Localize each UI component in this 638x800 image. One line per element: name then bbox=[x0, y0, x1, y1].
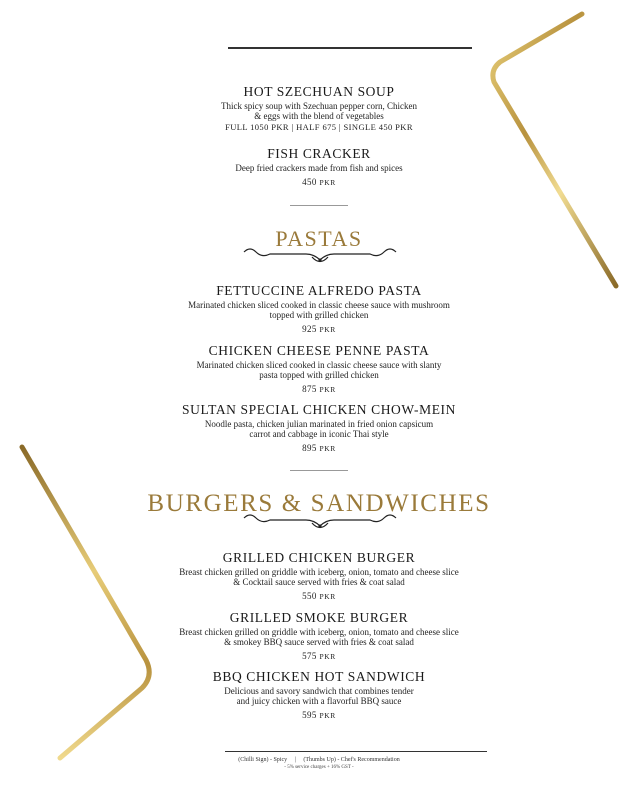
item-price bbox=[0, 651, 638, 662]
menu-item-hot-szechuan-soup bbox=[0, 84, 638, 133]
item-description-line: Marinated chicken sliced cooked in classic cheese sauce with mushroom bbox=[188, 300, 450, 310]
item-name: HOT SZECHUAN SOUP bbox=[243, 84, 395, 99]
menu-item-grilled-chicken-burger bbox=[0, 550, 638, 602]
footer bbox=[0, 757, 638, 770]
item-description bbox=[0, 163, 638, 173]
item-name: CHICKEN CHEESE PENNE PASTA bbox=[208, 343, 430, 358]
item-description-line: Breast chicken grilled on griddle with iceberg, onion, tomato and cheese slice bbox=[179, 567, 459, 577]
item-price: FULL 1050 PKR | HALF 675 | SINGLE 450 PKR bbox=[225, 122, 413, 132]
item-price bbox=[0, 443, 638, 454]
item-description-line: Marinated chicken sliced cooked in classic cheese sauce with slanty bbox=[196, 360, 442, 370]
item-description bbox=[0, 360, 638, 380]
item-description-line: Breast chicken grilled on griddle with iceberg, onion, tomato and cheese slice bbox=[179, 627, 459, 637]
price-value: 875 bbox=[302, 384, 317, 394]
menu-item-sultan-chow-mein bbox=[0, 402, 638, 454]
menu-item-grilled-smoke-burger bbox=[0, 610, 638, 662]
item-description-line: topped with grilled chicken bbox=[269, 310, 369, 320]
item-name: GRILLED CHICKEN BURGER bbox=[222, 550, 416, 565]
price-unit: PKR bbox=[319, 444, 336, 453]
item-description-line: Delicious and savory sandwich that combines tender bbox=[224, 686, 414, 696]
item-description-line: & smokey BBQ sauce served with fries & coat salad bbox=[224, 637, 414, 647]
item-description-line: Thick spicy soup with Szechuan pepper corn, Chicken bbox=[221, 101, 417, 111]
top-rule bbox=[228, 47, 472, 49]
menu-item-bbq-chicken-sandwich bbox=[0, 669, 638, 721]
item-name: FISH CRACKER bbox=[267, 146, 371, 161]
footer-legend: (Chilli Sign) - Spicy | (Thumbs Up) - Chef's Recommendation bbox=[238, 757, 400, 763]
item-description-line: & Cocktail sauce served with fries & coat salad bbox=[233, 577, 405, 587]
item-name: GRILLED SMOKE BURGER bbox=[229, 610, 409, 625]
item-name: SULTAN SPECIAL CHICKEN CHOW-MEIN bbox=[182, 402, 456, 417]
price-unit: PKR bbox=[319, 325, 336, 334]
price-unit: PKR bbox=[319, 385, 336, 394]
price-unit: PKR bbox=[319, 178, 336, 187]
price-value: 595 bbox=[302, 710, 317, 720]
footer-rule bbox=[225, 751, 487, 752]
section-title-burgers: BURGERS & SANDWICHES bbox=[147, 490, 491, 517]
item-description-line: and juicy chicken with a flavorful BBQ sauce bbox=[236, 696, 402, 706]
item-price bbox=[0, 177, 638, 188]
menu-item-fettuccine-alfredo bbox=[0, 283, 638, 335]
price-value: 450 bbox=[302, 177, 317, 187]
price-value: 575 bbox=[302, 651, 317, 661]
item-price bbox=[0, 591, 638, 602]
item-description-line: & eggs with the blend of vegetables bbox=[254, 111, 384, 121]
price-unit: PKR bbox=[319, 711, 336, 720]
menu-item-fish-cracker bbox=[0, 146, 638, 188]
item-description bbox=[0, 300, 638, 320]
price-unit: PKR bbox=[319, 652, 336, 661]
item-description-line: pasta topped with grilled chicken bbox=[259, 370, 379, 380]
item-description bbox=[0, 101, 638, 121]
section-divider bbox=[290, 205, 348, 206]
footer-note: - 5% service charges + 16% GST - bbox=[284, 765, 354, 770]
section-divider bbox=[290, 470, 348, 471]
price-value: 925 bbox=[302, 324, 317, 334]
menu-item-chicken-cheese-penne bbox=[0, 343, 638, 395]
ornament-flourish bbox=[240, 246, 400, 266]
item-description bbox=[0, 567, 638, 587]
item-name: FETTUCCINE ALFREDO PASTA bbox=[216, 283, 422, 298]
item-price bbox=[0, 324, 638, 335]
item-description bbox=[0, 627, 638, 647]
price-unit: PKR bbox=[319, 592, 336, 601]
ornament-flourish bbox=[240, 512, 400, 532]
item-description-line: Noodle pasta, chicken julian marinated in fried onion capsicum bbox=[204, 419, 434, 429]
item-name: BBQ CHICKEN HOT SANDWICH bbox=[212, 669, 426, 684]
item-description bbox=[0, 686, 638, 706]
item-price bbox=[0, 384, 638, 395]
price-value: 550 bbox=[302, 591, 317, 601]
section-title-pastas: PASTAS bbox=[275, 226, 363, 251]
item-description bbox=[0, 419, 638, 439]
item-price bbox=[0, 710, 638, 721]
price-value: 895 bbox=[302, 443, 317, 453]
item-description-line: carrot and cabbage in iconic Thai style bbox=[249, 429, 389, 439]
item-description-line: Deep fried crackers made from fish and spices bbox=[235, 163, 403, 173]
